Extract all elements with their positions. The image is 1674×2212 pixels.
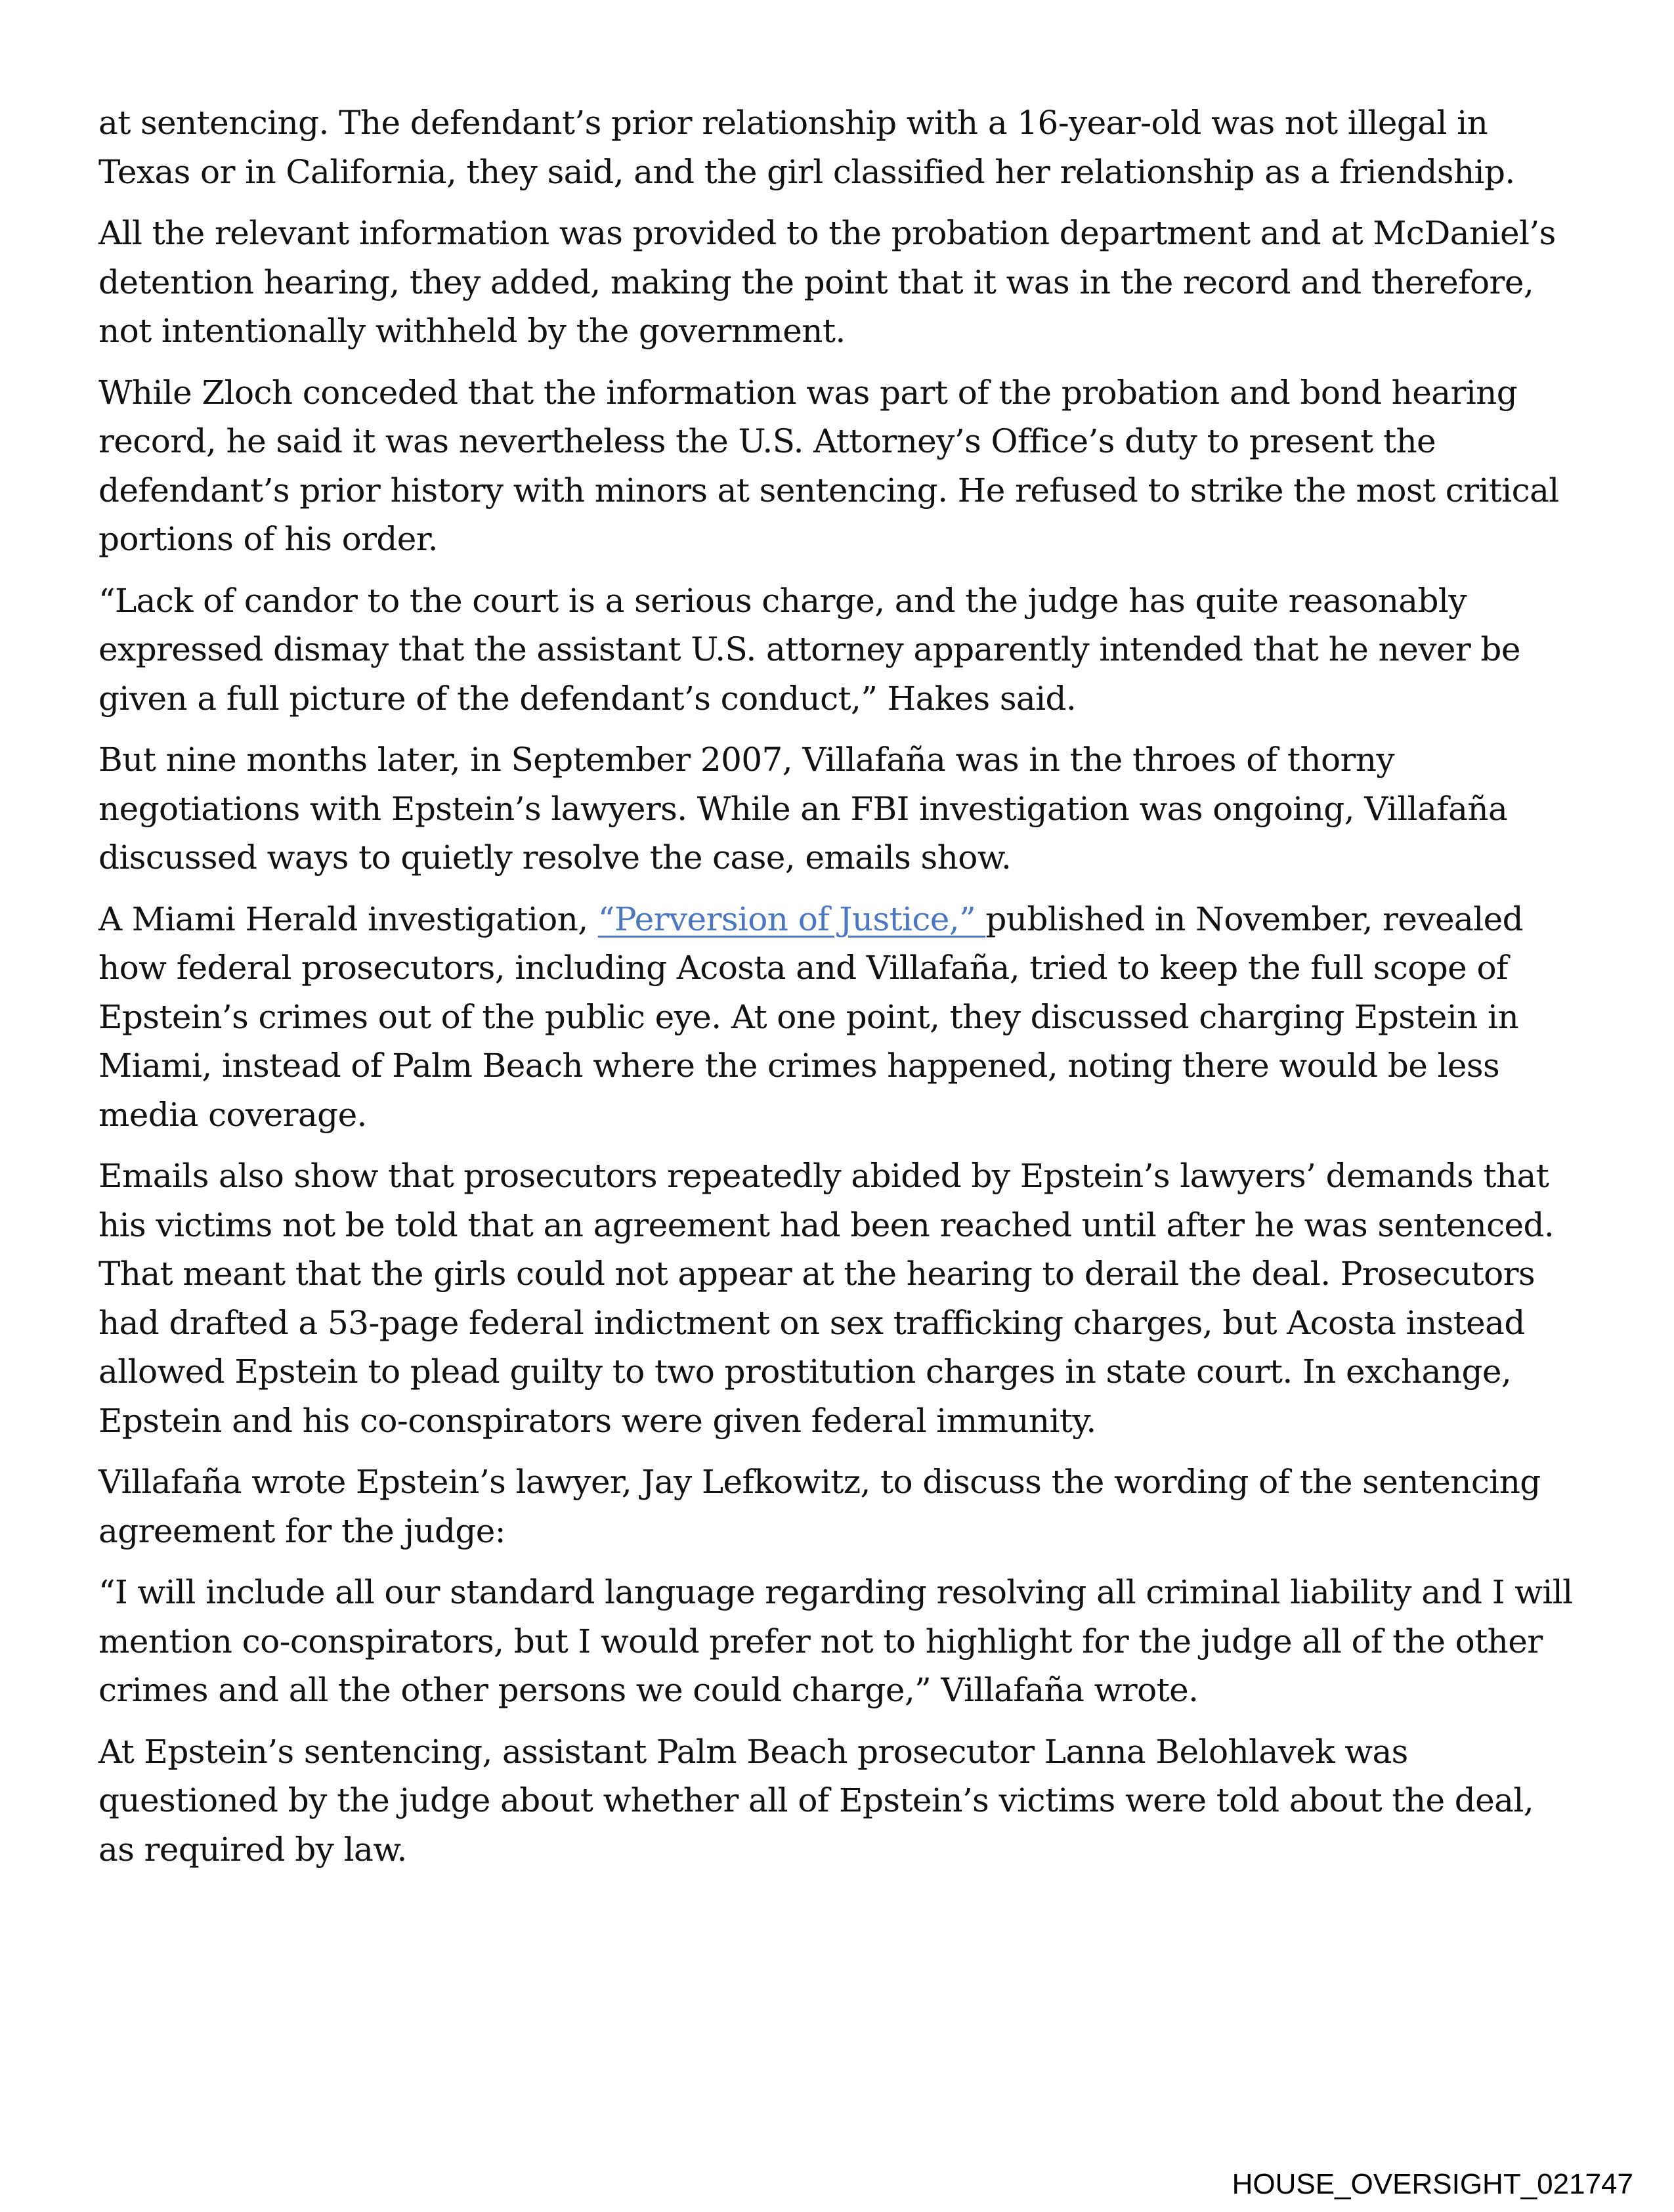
paragraph: While Zloch conceded that the information was part of the probation and bond hearing record, he said it was nevertheless the U.S. Attorney’s Office’s duty to present the defendant’s prior history with minors at sentencing. He refused to strike the most critical portions of his order. xyxy=(98,373,1559,558)
text: published in November, revealed how federal prosecutors, including Acosta and Villafaña, tried to keep the full scope of Epstein’s crimes out of the public eye. At one point, they discussed charging Epstein in Miami, instead of Palm Beach where the crimes happened, noting there would be less media coverage. xyxy=(98,900,1523,1134)
paragraph: But nine months later, in September 2007, Villafaña was in the throes of thorny negotiations with Epstein’s lawyers. While an FBI investigation was ongoing, Villafaña discussed ways to quietly resolve the case, emails show. xyxy=(98,741,1508,877)
paragraph: All the relevant information was provided to the probation department and at McDaniel’s detention hearing, they added, making the point that it was in the record and therefore, not intentionally withheld by the government. xyxy=(98,214,1556,350)
document-body xyxy=(98,98,1576,1886)
paragraph: Villafaña wrote Epstein’s lawyer, Jay Lefkowitz, to discuss the wording of the sentencing agreement for the judge: xyxy=(98,1463,1541,1550)
bates-number: HOUSE_OVERSIGHT_021747 xyxy=(1232,2168,1633,2200)
paragraph-with-link xyxy=(98,895,1576,1140)
paragraph: At Epstein’s sentencing, assistant Palm Beach prosecutor Lanna Belohlavek was questioned by the judge about whether all of Epstein’s victims were told about the deal, as required by law. xyxy=(98,1732,1534,1869)
paragraph: at sentencing. The defendant’s prior relationship with a 16-year-old was not illegal in Texas or in California, they said, and the girl classified her relationship as a friendship. xyxy=(98,104,1515,191)
text: A Miami Herald investigation, xyxy=(98,900,598,938)
paragraph: “I will include all our standard language regarding resolving all criminal liability and I will mention co-conspirators, but I would prefer not to highlight for the judge all of the other crimes and all the other persons we could charge,” Villafaña wrote. xyxy=(98,1573,1573,1709)
paragraph: “Lack of candor to the court is a serious charge, and the judge has quite reasonably expressed dismay that the assistant U.S. attorney apparently intended that he never be given a full picture of the defendant’s conduct,” Hakes said. xyxy=(98,581,1520,718)
paragraph: Emails also show that prosecutors repeatedly abided by Epstein’s lawyers’ demands that his victims not be told that an agreement had been reached until after he was sentenced. That meant that the girls could not appear at the hearing to derail the deal. Prosecutors had drafted a 53-page federal indictment on sex trafficking charges, but Acosta instead allowed Epstein to plead guilty to two prostitution charges in state court. In exchange, Epstein and his co-conspirators were given federal immunity. xyxy=(98,1157,1555,1440)
perversion-of-justice-link[interactable]: “Perversion of Justice,” xyxy=(597,900,986,938)
